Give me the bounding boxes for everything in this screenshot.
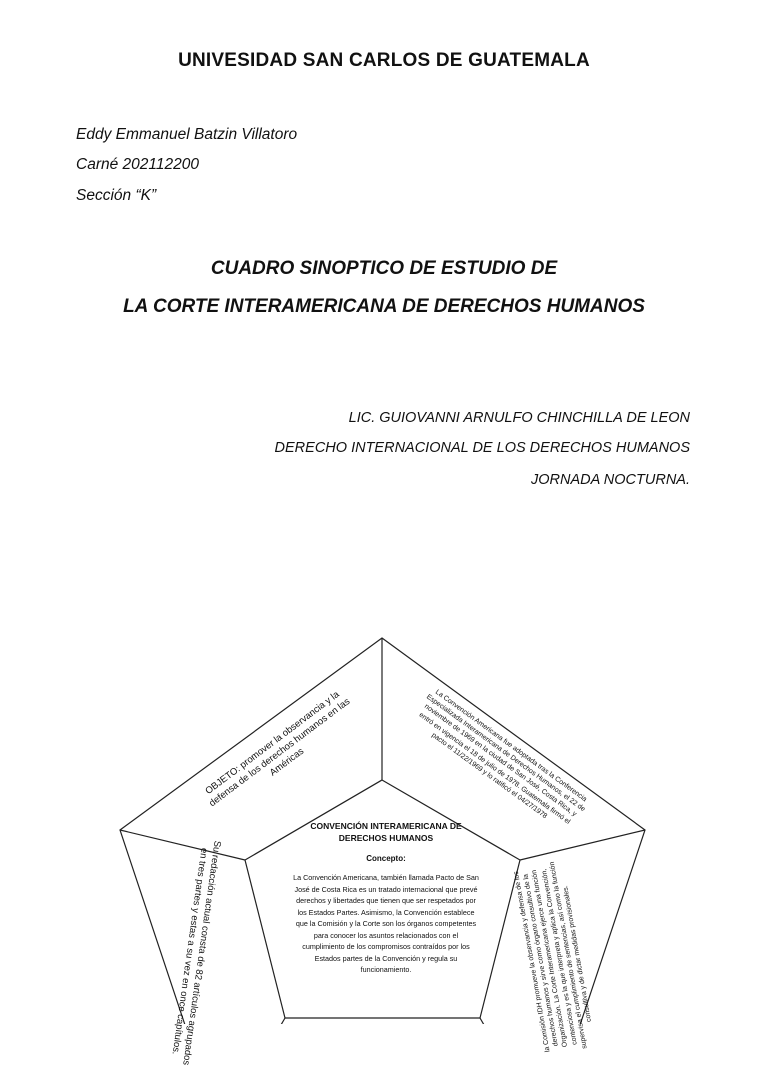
student-section: Sección “K” xyxy=(76,187,157,204)
document-title-line1: CUADRO SINOPTICO DE ESTUDIO DE xyxy=(210,258,558,279)
course-name: DERECHO INTERNACIONAL DE LOS DERECHOS HUMANOS xyxy=(274,440,690,456)
center-body: La Convención Americana, también llamada Pacto de San José de Costa Rica es un tratado internacional que prevé derechos y libertades que tienen que ser respetados por los Estados Partes. Asimismo, la Convención establece que la Comisión y la Corte son los órganos competentes para conocer los asuntos relacionados con el cumplimiento de los compromisos contraídos por los Estados partes de la Convención y regula su funcionamiento. xyxy=(293,873,479,974)
center-subtitle: Concepto: xyxy=(366,854,406,863)
history-text: La Convención Americana fue adoptada tras la Conferencia Especializada Interamericana de Derechos Humanos, el 22 de noviembre de 1969 en la ciudad de San José, Costa Rica, y entró en vigencia el 18 de julio de 1978. Guatemala firmó el pacto el 11/22/1969 y lo ratificó el 04/27/1978 xyxy=(417,688,588,826)
professor-name: LIC. GUIOVANNI ARNULFO CHINCHILLA DE LEON xyxy=(348,410,690,426)
center-title: CONVENCIÓN INTERAMERICANA DE DERECHOS HUMANOS xyxy=(310,821,462,843)
divider-bottom-left xyxy=(220,1018,285,1024)
course-schedule: JORNADA NOCTURNA. xyxy=(531,472,690,488)
cidh-text: la Comisión IDH promueve la observancia y defensa de los derechos humanos y sirve como órgano consultivo de la Organización. La Corte Interamericana ejerce una función contenciosa y es la que interpreta y aplica la Convención, supervisa el cumplimiento de sentencias, así como la función consultiva y de dictar medidas provisionales. xyxy=(512,861,594,1053)
document-title-line2: LA CORTE INTERAMERICANA DE DERECHOS HUMANOS xyxy=(123,296,645,317)
student-name: Eddy Emmanuel Batzin Villatoro xyxy=(76,126,298,143)
divider-left xyxy=(120,830,245,860)
university-heading: UNIVESIDAD SAN CARLOS DE GUATEMALA xyxy=(178,50,590,71)
structure-text: Su redacción actual consta de 82 artículos agrupados en tres partes y estas a su vez en once capítulos. xyxy=(169,839,223,1066)
student-carne: Carné 202112200 xyxy=(76,156,199,173)
objeto-text: OBJETO: promover la observancia y la defensa de los derechos humanos en las Américas xyxy=(203,689,353,810)
divider-bottom-right xyxy=(480,1018,545,1024)
center-panel xyxy=(293,820,479,976)
